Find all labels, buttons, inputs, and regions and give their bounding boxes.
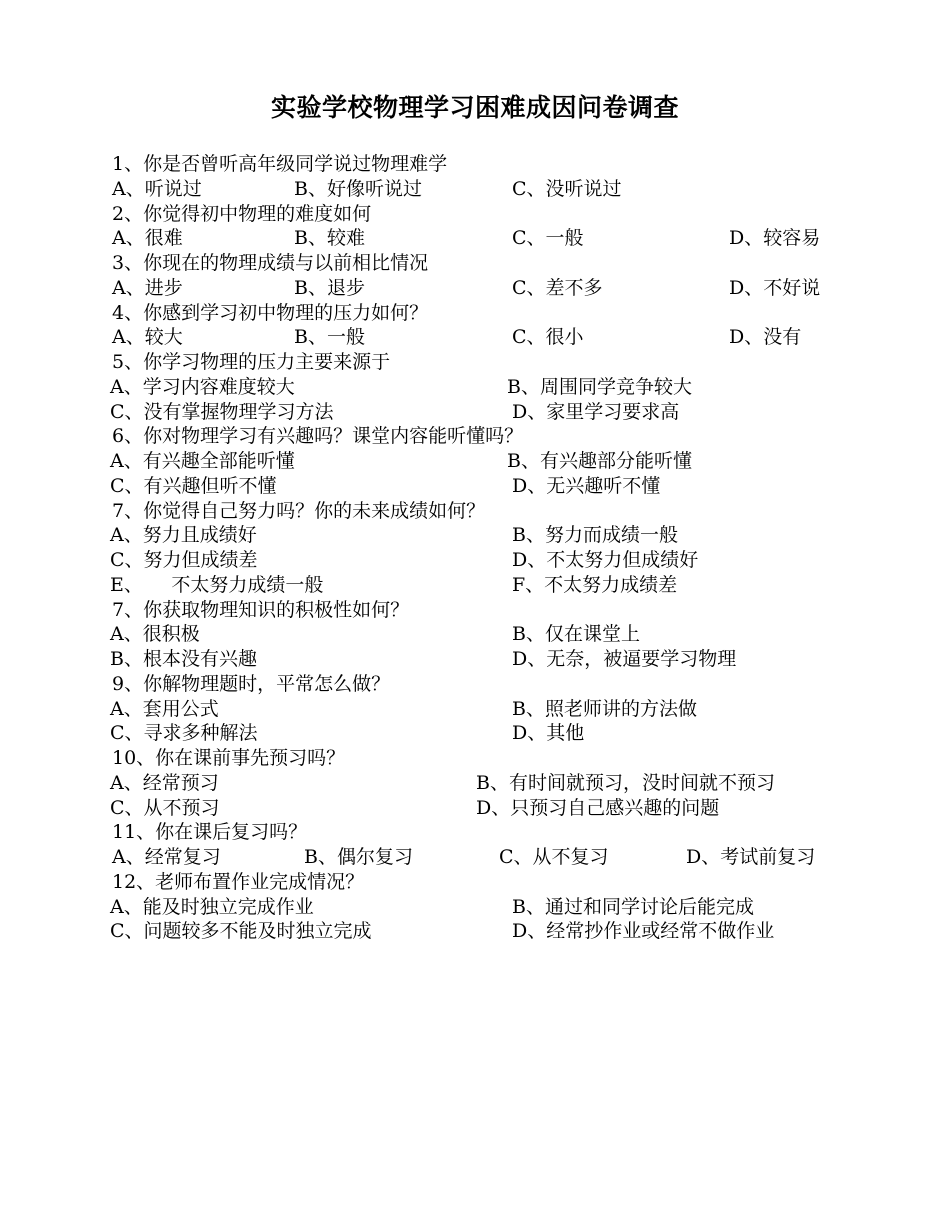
option-text: D、其他 xyxy=(512,722,585,745)
question-text: 9、你解物理题时，平常怎么做？ xyxy=(112,672,391,695)
option-text: B、较难 xyxy=(294,227,365,250)
option-text: D、经常抄作业或经常不做作业 xyxy=(512,920,775,943)
question-text: 7、你觉得自己努力吗？你的未来成绩如何？ xyxy=(112,499,486,522)
option-text: D、只预习自己感兴趣的问题 xyxy=(476,796,720,819)
option-text: C、很小 xyxy=(512,326,584,349)
option-text: B、有时间就预习，没时间就不预习 xyxy=(476,771,775,794)
option-text: A、有兴趣全部能听懂 xyxy=(110,450,295,472)
option-row xyxy=(0,523,950,548)
option-row xyxy=(0,400,950,425)
question-text: 10、你在课前事先预习吗？ xyxy=(112,747,346,769)
question-text: 6、你对物理学习有兴趣吗？课堂内容能听懂吗？ xyxy=(112,425,524,448)
option-text: C、从不复习 xyxy=(499,846,609,868)
question-line xyxy=(0,870,950,895)
option-text: A、学习内容难度较大 xyxy=(110,375,295,398)
option-text: D、考试前复习 xyxy=(686,846,816,868)
question-text: 1、你是否曾听高年级同学说过物理难学 xyxy=(112,153,448,175)
option-text: B、努力而成绩一般 xyxy=(512,524,678,547)
option-text: B、一般 xyxy=(294,326,365,349)
option-text: C、问题较多不能及时独立完成 xyxy=(110,920,372,943)
option-row xyxy=(0,919,950,944)
question-line xyxy=(0,598,950,623)
option-text: F、不太努力成绩差 xyxy=(512,573,678,596)
option-text: D、无奈，被逼要学习物理 xyxy=(512,648,737,670)
question-line xyxy=(0,672,950,697)
option-text: C、寻求多种解法 xyxy=(110,722,258,745)
question-line xyxy=(0,499,950,524)
question-text: 12、老师布置作业完成情况？ xyxy=(112,870,365,893)
option-text: B、周围同学竞争较大 xyxy=(507,375,692,398)
option-row xyxy=(0,474,950,499)
question-text: 5、你学习物理的压力主要来源于 xyxy=(112,351,391,373)
option-text: B、偶尔复习 xyxy=(304,846,413,868)
option-text: C、一般 xyxy=(512,227,584,250)
question-line xyxy=(0,746,950,771)
option-text: A、经常复习 xyxy=(112,846,221,868)
question-line xyxy=(0,251,950,276)
option-text: B、好像听说过 xyxy=(294,177,422,200)
option-text: B、照老师讲的方法做 xyxy=(512,697,697,720)
option-text: D、没有 xyxy=(729,326,802,349)
option-text: A、听说过 xyxy=(112,177,202,200)
option-text: C、没有掌握物理学习方法 xyxy=(110,400,334,423)
question-text: 4、你感到学习初中物理的压力如何？ xyxy=(112,301,429,324)
question-line xyxy=(0,350,950,375)
question-line xyxy=(0,202,950,227)
option-row xyxy=(0,622,950,647)
option-row xyxy=(0,449,950,474)
option-row xyxy=(0,548,950,573)
option-text: A、能及时独立完成作业 xyxy=(110,895,314,918)
option-text: A、较大 xyxy=(112,326,183,349)
option-text: C、从不预习 xyxy=(110,796,220,819)
option-text: A、很难 xyxy=(112,227,183,250)
option-text: A、套用公式 xyxy=(110,697,219,720)
question-text: 11、你在课后复习吗？ xyxy=(112,821,308,844)
option-text: E、 不太努力成绩一般 xyxy=(110,573,324,596)
option-text: B、根本没有兴趣 xyxy=(110,648,257,670)
option-row xyxy=(0,276,950,301)
option-row xyxy=(0,177,950,202)
question-line xyxy=(0,152,950,177)
question-text: 7、你获取物理知识的积极性如何？ xyxy=(112,598,410,621)
option-text: D、家里学习要求高 xyxy=(512,400,680,423)
question-text: 2、你觉得初中物理的难度如何 xyxy=(112,202,372,225)
option-row xyxy=(0,647,950,672)
option-row xyxy=(0,771,950,796)
option-row xyxy=(0,325,950,350)
question-line xyxy=(0,820,950,845)
option-text: D、不太努力但成绩好 xyxy=(512,549,699,571)
option-text: D、较容易 xyxy=(729,227,821,250)
question-line xyxy=(0,301,950,326)
option-text: A、努力且成绩好 xyxy=(110,524,257,547)
option-row xyxy=(0,796,950,821)
option-text: A、进步 xyxy=(112,276,183,299)
option-text: A、经常预习 xyxy=(110,771,219,794)
option-text: B、通过和同学讨论后能完成 xyxy=(512,895,754,918)
option-row xyxy=(0,895,950,920)
option-text: C、有兴趣但听不懂 xyxy=(110,474,277,497)
page-title: 实验学校物理学习困难成因问卷调查 xyxy=(270,93,679,122)
option-row xyxy=(0,721,950,746)
option-text: D、无兴趣听不懂 xyxy=(512,474,661,497)
option-text: C、努力但成绩差 xyxy=(110,549,258,571)
option-text: B、仅在课堂上 xyxy=(512,623,640,646)
option-text: C、没听说过 xyxy=(512,177,622,200)
option-text: C、差不多 xyxy=(512,276,603,299)
option-row xyxy=(0,845,950,870)
option-text: A、很积极 xyxy=(110,623,200,646)
question-text: 3、你现在的物理成绩与以前相比情况 xyxy=(112,252,429,274)
option-text: D、不好说 xyxy=(729,276,821,299)
option-row xyxy=(0,697,950,722)
question-line xyxy=(0,424,950,449)
option-row xyxy=(0,375,950,400)
option-row xyxy=(0,573,950,598)
option-text: B、有兴趣部分能听懂 xyxy=(507,450,692,472)
option-text: B、退步 xyxy=(294,276,365,299)
option-row xyxy=(0,226,950,251)
survey-body xyxy=(0,152,950,944)
